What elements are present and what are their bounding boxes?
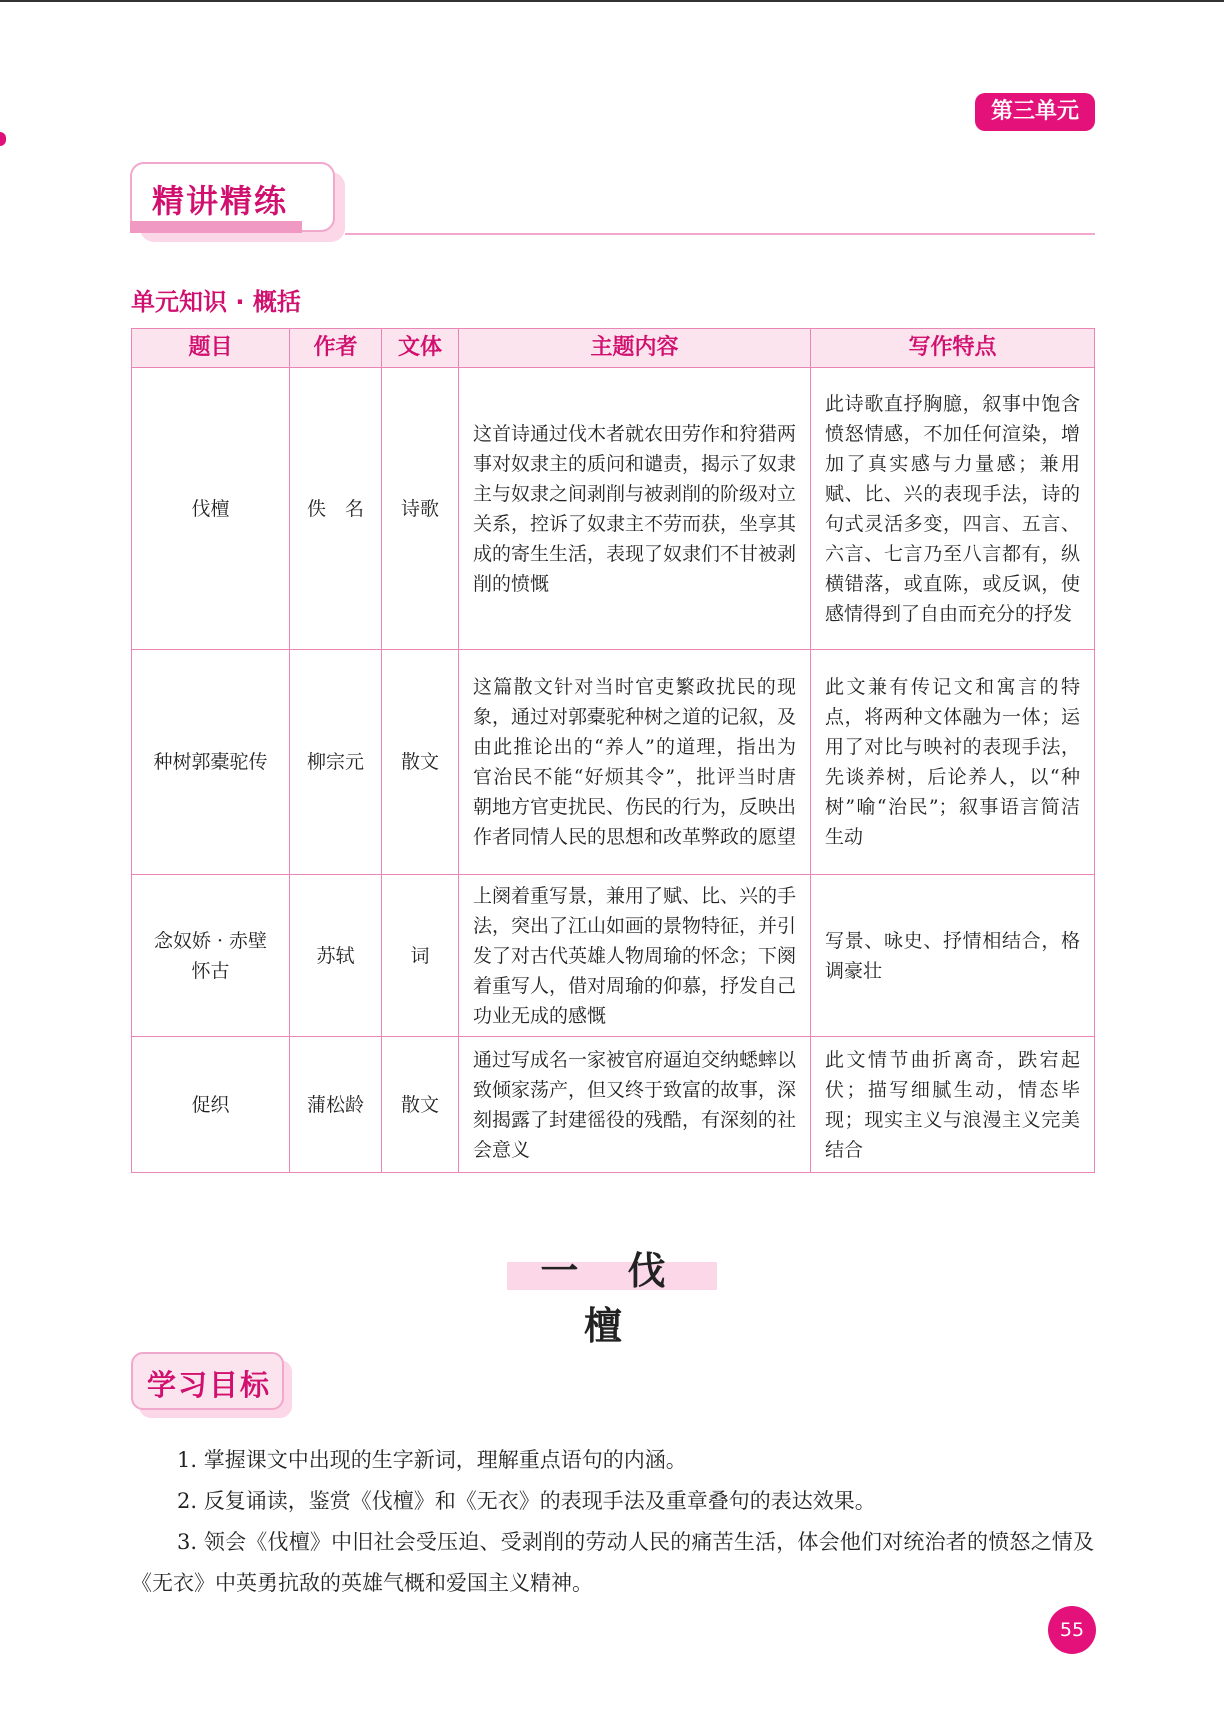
table-row bbox=[132, 368, 1095, 650]
cell-title: 种树郭橐驼传 bbox=[132, 650, 290, 875]
cell-features: 写景、咏史、抒情相结合，格调豪壮 bbox=[811, 875, 1095, 1037]
table-row bbox=[132, 1037, 1095, 1173]
header-genre: 文体 bbox=[382, 329, 459, 368]
cell-author: 佚 名 bbox=[290, 368, 382, 650]
table-subheading: 单元知识 · 概括 bbox=[131, 288, 301, 316]
page-edge-marker bbox=[0, 132, 6, 146]
cell-genre: 散文 bbox=[382, 1037, 459, 1173]
cell-genre: 词 bbox=[382, 875, 459, 1037]
cell-theme: 这篇散文针对当时官吏繁政扰民的现象，通过对郭橐驼种树之道的记叙，及由此推论出的“养人”的道理，指出为官治民不能“好烦其令”，批评当时唐朝地方官吏扰民、伤民的行为，反映出作者同情人民的思想和改革弊政的愿望 bbox=[459, 650, 811, 875]
goals-header-box bbox=[131, 1352, 284, 1410]
cell-title: 促织 bbox=[132, 1037, 290, 1173]
header-title: 题目 bbox=[132, 329, 290, 368]
cell-author: 苏轼 bbox=[290, 875, 382, 1037]
knowledge-table bbox=[131, 328, 1095, 1173]
cell-genre: 诗歌 bbox=[382, 368, 459, 650]
table-row bbox=[132, 650, 1095, 875]
cell-title: 伐檀 bbox=[132, 368, 290, 650]
table-header-row bbox=[132, 329, 1095, 368]
cell-features: 此诗歌直抒胸臆，叙事中饱含愤怒情感，不加任何渲染，增加了真实感与力量感；兼用赋、比、兴的表现手法，诗的句式灵活多变，四言、五言、六言、七言乃至八言都有，纵横错落，或直陈，或反讽，使感情得到了自由而充分的抒发 bbox=[811, 368, 1095, 650]
cell-genre: 散文 bbox=[382, 650, 459, 875]
unit-badge: 第三单元 bbox=[975, 93, 1095, 131]
top-border-line bbox=[0, 0, 1224, 2]
header-theme: 主题内容 bbox=[459, 329, 811, 368]
goals-list bbox=[131, 1440, 1094, 1604]
goal-item: 3. 领会《伐檀》中旧社会受压迫、受剥削的劳动人民的痛苦生活，体会他们对统治者的愤怒之情及《无衣》中英勇抗敌的英雄气概和爱国主义精神。 bbox=[131, 1530, 1094, 1595]
cell-features: 此文情节曲折离奇，跌宕起伏；描写细腻生动，情态毕现；现实主义与浪漫主义完美结合 bbox=[811, 1037, 1095, 1173]
cell-theme: 这首诗通过伐木者就农田劳作和狩猎两事对奴隶主的质问和谴责，揭示了奴隶主与奴隶之间剥削与被剥削的阶级对立关系，控诉了奴隶主不劳而获，坐享其成的寄生生活，表现了奴隶们不甘被剥削的愤慨 bbox=[459, 368, 811, 650]
goal-item: 1. 掌握课文中出现的生字新词，理解重点语句的内涵。 bbox=[177, 1448, 687, 1472]
cell-theme: 通过写成名一家被官府逼迫交纳蟋蟀以致倾家荡产，但又终于致富的故事，深刻揭露了封建徭役的残酷，有深刻的社会意义 bbox=[459, 1037, 811, 1173]
goals-title: 学习目标 bbox=[147, 1368, 272, 1402]
cell-features: 此文兼有传记文和寓言的特点，将两种文体融为一体；运用了对比与映衬的表现手法，先谈养树，后论养人，以“种树”喻“治民”；叙事语言简洁生动 bbox=[811, 650, 1095, 875]
cell-author: 柳宗元 bbox=[290, 650, 382, 875]
goal-item: 2. 反复诵读，鉴赏《伐檀》和《无衣》的表现手法及重章叠句的表达效果。 bbox=[177, 1489, 876, 1513]
page-number: 55 bbox=[1048, 1606, 1096, 1654]
section-header-rule bbox=[345, 233, 1095, 235]
table-row bbox=[132, 875, 1095, 1037]
cell-theme: 上阕着重写景，兼用了赋、比、兴的手法，突出了江山如画的景物特征，并引发了对古代英雄人物周瑜的怀念；下阕着重写人，借对周瑜的仰慕，抒发自己功业无成的感慨 bbox=[459, 875, 811, 1037]
lesson-title: 一 伐 檀 bbox=[540, 1248, 684, 1348]
header-author: 作者 bbox=[290, 329, 382, 368]
cell-author: 蒲松龄 bbox=[290, 1037, 382, 1173]
cell-title: 念奴娇 · 赤壁怀古 bbox=[132, 875, 290, 1037]
header-features: 写作特点 bbox=[811, 329, 1095, 368]
section-header-underbar bbox=[130, 221, 302, 233]
section-title: 精讲精练 bbox=[152, 182, 289, 220]
